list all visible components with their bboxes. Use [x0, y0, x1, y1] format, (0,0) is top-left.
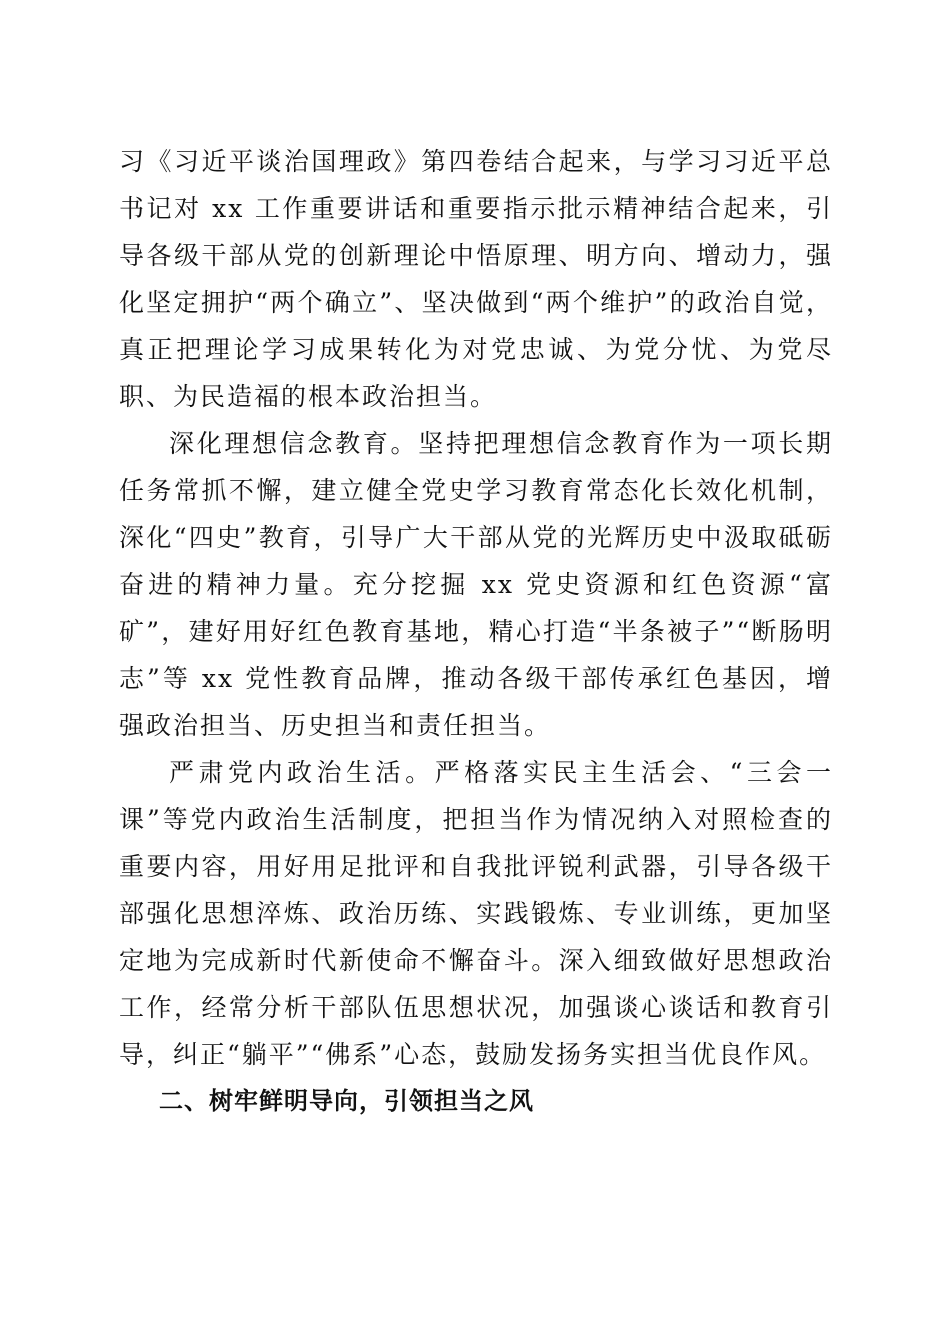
section-heading: 二、树牢鲜明导向，引领担当之风 [159, 1087, 534, 1115]
document-body [119, 138, 833, 1125]
paragraph-party-political-life: 严肃党内政治生活。严格落实民主生活会、“三会一课”等党内政治生活制度，把担当作为情况纳入对照检查的重要内容，用好用足批评和自我批评锐利武器，引导各级干部强化思想淬炼、政治历练、实践锻炼、专业训练，更加坚定地为完成新时代新使命不懈奋斗。深入细致做好思想政治工作，经常分析干部队伍思想状况，加强谈心谈话和教育引导，纠正“躺平”“佛系”心态，鼓励发扬务实担当优良作风。 [119, 758, 833, 1069]
paragraph-ideals-education: 深化理想信念教育。坚持把理想信念教育作为一项长期任务常抓不懈，建立健全党史学习教育常态化长效化机制，深化“四史”教育，引导广大干部从党的光辉历史中汲取砥砺奋进的精神力量。充分挖掘 xx 党史资源和红色资源“富矿”，建好用好红色教育基地，精心打造“半条被子”“断肠明志”等 xx 党性教育品牌，推动各级干部传承红色基因，增强政治担当、历史担当和责任担当。 [119, 429, 833, 740]
paragraph-continuation: 习《习近平谈治国理政》第四卷结合起来，与学习习近平总书记对 xx 工作重要讲话和重要指示批示精神结合起来，引导各级干部从党的创新理论中悟原理、明方向、增动力，强化坚定拥护“两个确立”、坚决做到“两个维护”的政治自觉，真正把理论学习成果转化为对党忠诚、为党分忧、为党尽职、为民造福的根本政治担当。 [119, 147, 833, 411]
